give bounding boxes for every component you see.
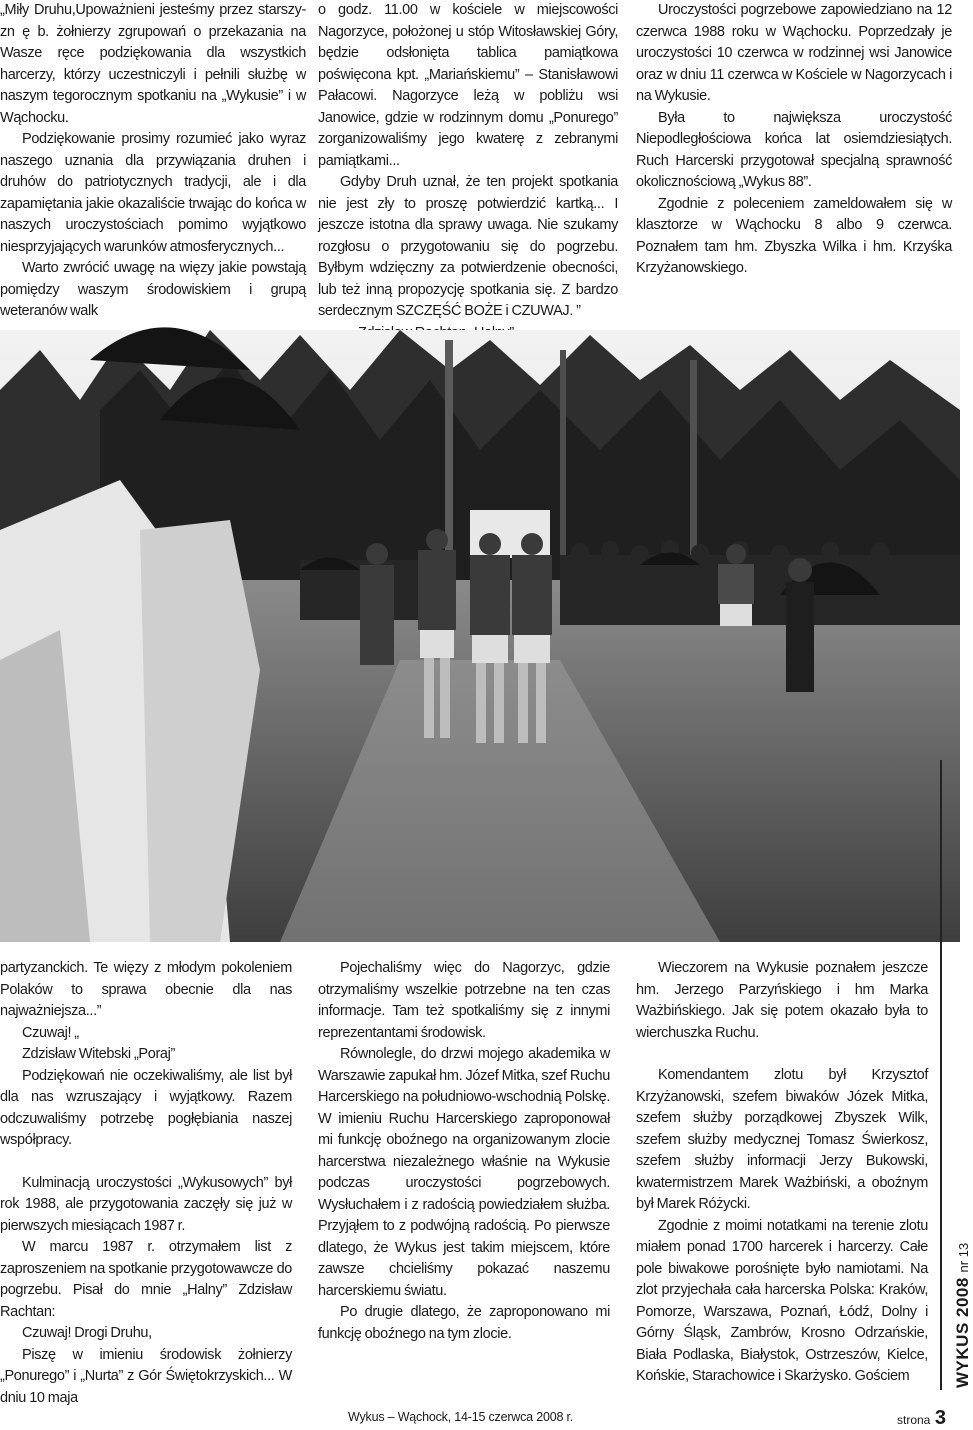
paragraph: Warto zwrócić uwagę na więzy jakie powstają pomiędzy waszym środowiskiem i grupą weteranów walk	[0, 260, 306, 319]
paragraph: Czuwaj! Drogi Druhu,	[22, 1325, 152, 1341]
paragraph: Podziękowań nie oczekiwaliśmy, ale list był dla nas wzruszający i wyjątkowy. Razem odczuwaliśmy potrzebę pogłębiania naszej współpracy.	[0, 1067, 292, 1148]
paragraph: W marcu 1987 r. otrzymałem list z zaproszeniem na spotkanie przygotowawcze do pogrzebu. Pisał do mnie „Halny” Zdzisław Rachtan:	[0, 1239, 292, 1320]
funeral-procession-photo	[0, 330, 960, 942]
side-rule	[940, 760, 942, 1390]
article-column-top-3	[636, 0, 952, 280]
page-number: 3	[934, 1407, 946, 1429]
paragraph: Zgodnie z poleceniem zameldowałem się w klasztorze w Wąchocku 8 albo 9 czerwca. Poznałem tam hm. Zbyszka Wilka i hm. Krzyśka Krzyżanowskiego.	[636, 195, 952, 276]
paragraph: partyzanckich. Te więzy z młodym pokoleniem Polaków to sprawa obecnie dla nas najważniejsza...”	[0, 960, 292, 1019]
magazine-title: WYKUS 2008	[953, 1277, 972, 1388]
paragraph: Podziękowanie prosimy rozumieć jako wyraz naszego uznania dla przywiązania druhen i druhów do patriotycznych tradycji, ale i dla zapamiętania jakie okazaliście trwając do końca w naszych uroczystościach pomimo wyjątkowo niesprzyjających warunków atmosferycznych...	[0, 131, 306, 255]
paragraph: „Miły Druhu,Upoważnieni jesteśmy przez starszy-zn ę b. żołnierzy zgrupowań o przekazania na Wasze ręce podziękowania dla wszystkich harcerzy, którzy uczestniczyli i pełnili służbę w naszym tegorocznym spotkaniu na „Wykusie” i w Wąchocku.	[0, 2, 306, 126]
paragraph: Komendantem zlotu był Krzysztof Krzyżanowski, szefem biwaków Józek Mitka, szefem służby porządkowej Zbyszek Wilk, szefem służby medycznej Tomasz Świerkosz, szefem służby informacji Jerzy Bukowski, kwatermistrzem Marek Ważbiński, a oboźnym był Marek Różycki.	[636, 1067, 928, 1212]
paragraph: o godz. 11.00 w kościele w miejscowości Nagorzyce, położonej u stóp Witosławskiej Góry, będzie odsłonięta tablica pamiątkowa poświęcona kpt. „Mariańskiemu” – Stanisławowi Pałacowi. Nagorzyce leżą w pobliżu wsi Janowice, gdzie w rodzinnym domu „Ponurego” zorganizowaliśmy jego kwaterę z zebranymi pamiątkami...	[318, 2, 618, 169]
article-column-bottom-1	[0, 958, 292, 1409]
signature: Zdzisław Witebski „Poraj”	[22, 1046, 175, 1062]
paragraph: Zgodnie z moimi notatkami na terenie zlotu miałem ponad 1700 harcerek i harcerzy. Całe pole biwakowe porośnięte było namiotami. Na zlot przyjechała cała harcerska Polska: Kraków, Pomorze, Warszawa, Poznań, Łódź, Dolny i Górny Śląsk, Zambrów, Krosno Odrzańskie, Biała Podlaska, Białystok, Ostrzeszów, Kielce, Końskie, Starachowice i Skarżysko. Gościem	[636, 1217, 928, 1384]
paragraph: Pojechaliśmy więc do Nagorzyc, gdzie otrzymaliśmy wszelkie potrzebne na ten czas informacje. Tam też spotkaliśmy się z innymi reprezentantami środowisk.	[318, 960, 610, 1041]
issue-number: nr 13	[956, 1242, 971, 1273]
paragraph: Czuwaj! „	[22, 1024, 79, 1041]
paragraph: Równolegle, do drzwi mojego akademika w Warszawie zapukał hm. Józef Mitka, szef Ruchu Harcerskiego na południowo-wschodnią Polskę. W imieniu Ruchu Harcerskiego zaproponował mi funkcję oboźnego na organizowanym zlocie harcerstwa niezależnego właśnie na Wykusie podczas uroczystości pogrzebowych. Wysłuchałem i z radością powiedziałem służba. Przyjąłem to z podwójną radością. Po pierwsze dlatego, że Wykus jest takim miejscem, które zawsze chcieliśmy pokazać naszemu harcerskiemu światu.	[318, 1046, 610, 1299]
paragraph: Uroczystości pogrzebowe zapowiedziano na 12 czerwca 1988 roku w Wąchocku. Poprzedzały je uroczystości 10 czerwca w rodzinnej wsi Janowice oraz w dniu 11 czerwca w Kościele w Nagorzycach i na Wykusie.	[636, 2, 952, 104]
article-column-bottom-2	[318, 958, 610, 1345]
paragraph: Wieczorem na Wykusie poznałem jeszcze hm. Jerzego Parzyńskiego i hm Marka Ważbińskiego. Jak się potem okazało była to wierchuszka Ruchu.	[636, 960, 928, 1041]
paragraph: Po drugie dlatego, że zaproponowano mi funkcję oboźnego na tym zlocie.	[318, 1304, 610, 1342]
page-word: strona	[897, 1413, 931, 1427]
footer-caption: Wykus – Wąchock, 14-15 czerwca 2008 r.	[348, 1410, 574, 1424]
magazine-side-label	[954, 1243, 973, 1388]
paragraph: Piszę w imieniu środowisk żołnierzy „Ponurego” i „Nurta” z Gór Świętokrzyskich... W dniu 10 maja	[0, 1346, 292, 1406]
article-column-top-2	[318, 0, 618, 344]
article-column-bottom-3	[636, 958, 928, 1388]
paragraph: Kulminacją uroczystości „Wykusowych” był rok 1988, ale przygotowania zaczęły się już w pierwszych miesiącach 1987 r.	[0, 1174, 292, 1234]
page-number-label	[897, 1407, 946, 1430]
article-column-top-1	[0, 0, 306, 323]
paragraph: Była to największa uroczystość Niepodległościowa końca lat osiemdziesiątych. Ruch Harcerski przygotował specjalną sprawność okolicznościową „Wykus 88”.	[636, 109, 952, 190]
paragraph: Gdyby Druh uznał, że ten projekt spotkania nie jest zły to proszę potwierdzić kartką... I jeszcze istotna dla sprawy uwaga. Nie szukamy rozgłosu o przygotowaniu się do pogrzebu. Byłbym wdzięczny za potwierdzenie obecności, lub też inną propozycję spotkania się. Z bardzo serdecznym SZCZĘŚĆ BOŻE i CZUWAJ. ”	[318, 174, 618, 319]
